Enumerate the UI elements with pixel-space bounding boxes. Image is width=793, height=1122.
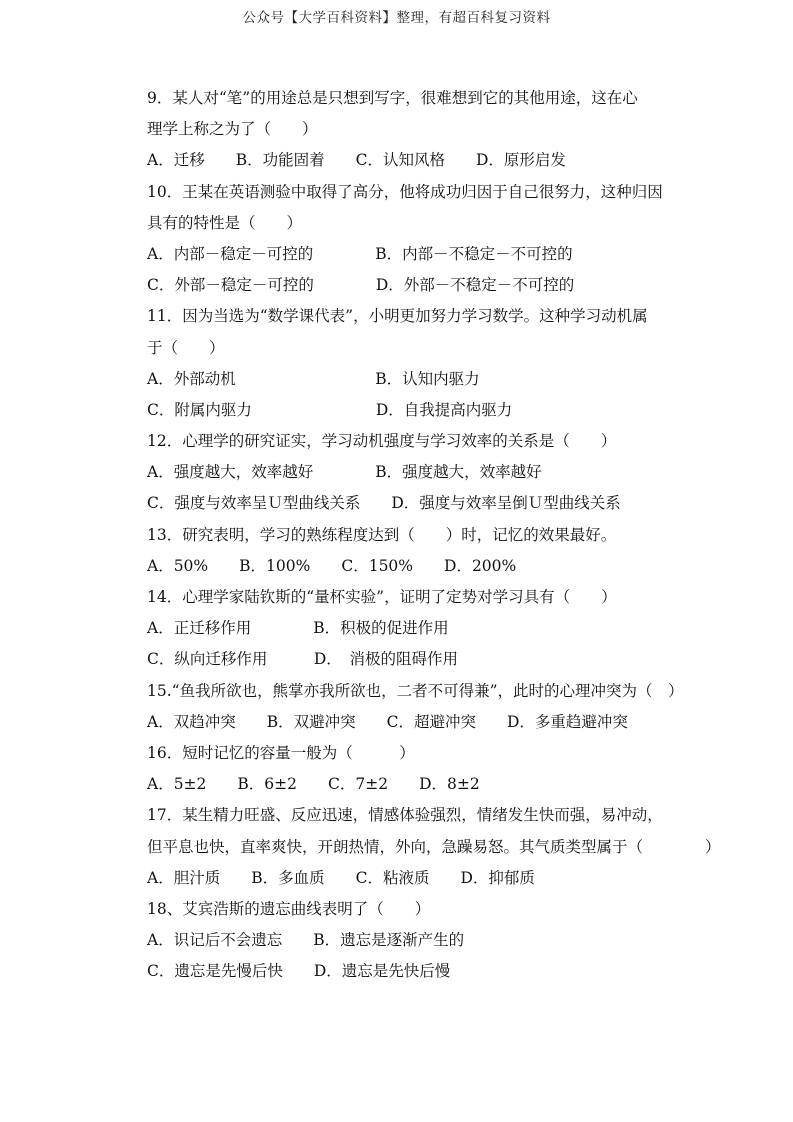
question-14-options-cd: C．纵向迁移作用 D． 消极的阻碍作用 bbox=[147, 650, 459, 669]
question-15-options: A．双趋冲突 B．双避冲突 C．超避冲突 D．多重趋避冲突 bbox=[147, 712, 628, 731]
question-11-line-2: 于（ ） bbox=[147, 338, 225, 357]
question-17-options: A．胆汁质 B．多血质 C．粘液质 D．抑郁质 bbox=[147, 868, 535, 887]
question-11-options-ab: A．外部动机 B．认知内驱力 bbox=[147, 369, 480, 388]
question-10-options-cd: C．外部－稳定－可控的 D．外部－不稳定－不可控的 bbox=[147, 276, 575, 295]
question-16-line-1: 16．短时记忆的容量一般为（ ） bbox=[147, 743, 415, 762]
question-12-options-cd: C．强度与效率呈Ｕ型曲线关系 D．强度与效率呈倒Ｕ型曲线关系 bbox=[147, 494, 621, 513]
question-9-line-2: 理学上称之为了（ ） bbox=[147, 120, 318, 139]
question-14-line-1: 14．心理学家陆钦斯的“量杯实验”，证明了定势对学习具有（ ） bbox=[147, 588, 617, 606]
question-15-line-1: 15.“鱼我所欲也，熊掌亦我所欲也，二者不可得兼”，此时的心理冲突为（ ） bbox=[147, 681, 684, 700]
question-17-line-1: 17．某生精力旺盛、反应迅速，情感体验强烈，情绪发生快而强，易冲动， bbox=[147, 806, 663, 825]
page-header-text: 公众号【大学百科资料】整理，有超百科复习资料 bbox=[242, 10, 551, 26]
question-16-options: A．5±2 B．6±2 C．7±2 D．8±2 bbox=[147, 775, 480, 794]
question-18-options-ab: A．识记后不会遗忘 B．遗忘是逐渐产生的 bbox=[147, 931, 465, 950]
question-18-options-cd: C．遗忘是先慢后快 D．遗忘是先快后慢 bbox=[147, 962, 451, 981]
question-12-options-ab: A．强度越大，效率越好 B．强度越大，效率越好 bbox=[147, 463, 542, 482]
question-9-options: A．迁移 B．功能固着 C．认知风格 D．原形启发 bbox=[147, 151, 566, 170]
question-13-options: A．50% B．100% C．150% D．200% bbox=[147, 556, 517, 575]
question-9-line-1: 9．某人对“笔”的用途总是只想到写字，很难想到它的其他用途，这在心 bbox=[147, 89, 638, 107]
question-18-line-1: 18、艾宾浩斯的遗忘曲线表明了（ ） bbox=[147, 899, 431, 918]
question-11-line-1: 11．因为当选为“数学课代表”，小明更加努力学习数学。这种学习动机属 bbox=[147, 307, 648, 326]
question-11-options-cd: C．附属内驱力 D．自我提高内驱力 bbox=[147, 400, 513, 419]
question-10-options-ab: A．内部－稳定－可控的 B．内部－不稳定－不可控的 bbox=[147, 244, 573, 263]
question-14-options-ab: A．正迁移作用 B．积极的促进作用 bbox=[147, 619, 449, 638]
question-13-line-1: 13．研究表明，学习的熟练程度达到（ ）时，记忆的效果最好。 bbox=[147, 525, 617, 544]
question-10-line-1: 10．王某在英语测验中取得了高分，他将成功归因于自己很努力，这种归因 bbox=[147, 182, 663, 201]
question-17-line-2: 但平息也快，直率爽快，开朗热情，外向，急躁易怒。其气质类型属于（ ） bbox=[147, 837, 721, 856]
question-10-line-2: 具有的特性是（ ） bbox=[147, 213, 303, 232]
question-12-line-1: 12．心理学的研究证实，学习动机强度与学习效率的关系是（ ） bbox=[147, 432, 617, 451]
exam-questions bbox=[147, 83, 721, 987]
